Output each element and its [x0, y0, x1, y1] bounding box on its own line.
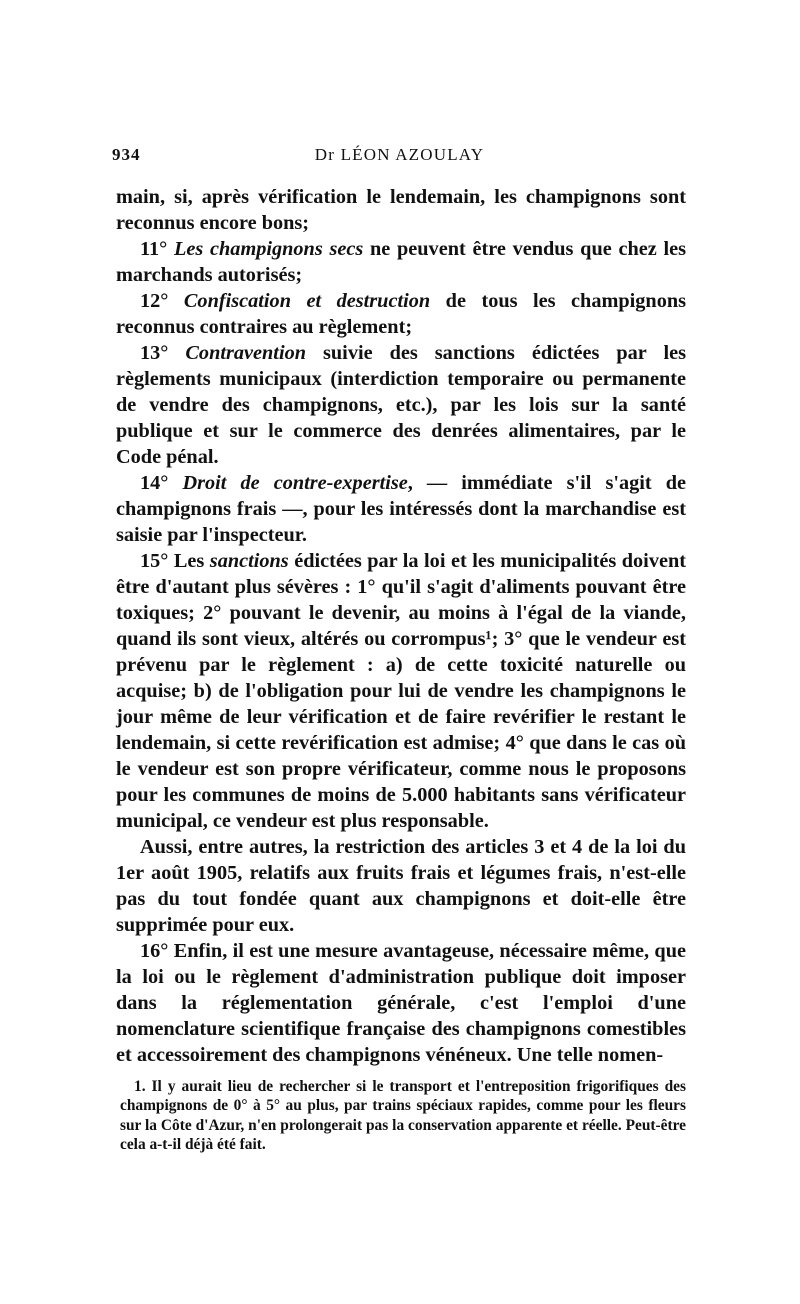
item-number: 11° — [140, 238, 175, 260]
paragraph-text: Aussi, entre autres, la restriction des articles 3 et 4 de la loi du 1er août 1905, relatifs aux fruits frais et légumes frais, n'est-elle pas du tout fondée quant aux champignons et doit-elle être supprimée pour eux. — [116, 836, 686, 936]
paragraph-item-13 — [116, 340, 686, 470]
item-number: 14° — [140, 472, 183, 494]
paragraph-item-14 — [116, 470, 686, 548]
item-title: sanctions — [209, 550, 289, 572]
paragraph-item-11 — [116, 236, 686, 288]
paragraph-text: main, si, après vérification le lendemain, les champignons sont reconnus encore bons; — [116, 186, 686, 234]
body-text — [116, 184, 686, 1068]
page-number: 934 — [112, 145, 141, 164]
paragraph-text: ne peuvent être vendus que chez les marchands autorisés; — [116, 238, 687, 286]
paragraph-text: 16° Enfin, il est une mesure avantageuse, nécessaire même, que la loi ou le règlement d'administration publique doit imposer dans la réglementation générale, c'est l'emploi d'une nomenclature scientifique française des champignons comestibles et accessoirement des champignons vénéneux. Une telle nomen- — [116, 940, 686, 1066]
paragraph-item-12 — [116, 288, 686, 340]
item-number: 13° — [140, 342, 186, 364]
item-title: Confiscation et destruction — [183, 290, 431, 312]
paragraph-item-15 — [116, 548, 686, 834]
item-title: Droit de contre-expertise — [182, 472, 408, 494]
paragraph-item-16 — [116, 938, 686, 1068]
item-number: 15° Les — [140, 550, 210, 572]
paragraph-text: , — immédiate s'il s'agit de champignons frais —, pour les intéressés dont la marchandise est saisie par l'inspecteur. — [116, 472, 686, 546]
paragraph-continuation — [116, 184, 686, 236]
footnote-text: 1. Il y aurait lieu de rechercher si le transport et l'entreposition frigorifiques des champignons de 0° à 5° au plus, par trains spéciaux rapides, comme pour les fleurs sur la Côte d'Azur, n'en prolongerait pas la conservation apparente et réelle. Peut-être cela a-t-il déjà été fait. — [120, 1078, 686, 1153]
item-title: Les champignons secs — [174, 238, 364, 260]
footnote — [120, 1077, 686, 1154]
paragraph-text: de tous les champignons reconnus contraires au règlement; — [116, 290, 687, 338]
paragraph-text: édictées par la loi et les municipalités doivent être d'autant plus sévères : 1° qu'il s'agit d'aliments pouvant être toxiques; 2° pouvant le devenir, au moins à l'égal de la viande, quand ils sont vieux, altérés ou corrompus¹; 3° que le vendeur est prévenu par le règlement : a) de cette toxicité naturelle ou acquise; b) de l'obligation pour lui de vendre les champignons le jour même de leur vérification et de faire revérifier le restant le lendemain, si cette revérification est admise; 4° que dans le cas où le vendeur est son propre vérificateur, comme nous le proposons pour les communes de moins de 5.000 habitants sans vérificateur municipal, ce vendeur est plus responsable. — [116, 550, 686, 832]
paragraph-restriction — [116, 834, 686, 938]
running-head: Dr LÉON AZOULAY — [314, 145, 485, 164]
item-title: Contravention — [185, 342, 306, 364]
item-number: 12° — [140, 290, 184, 312]
page-header — [112, 145, 687, 169]
paragraph-text: suivie des sanctions édictées par les règlements municipaux (interdiction temporaire ou permanente de vendre des champignons, etc.), par les lois sur la santé publique et sur le commerce des denrées alimentaires, par le Code pénal. — [116, 342, 686, 468]
